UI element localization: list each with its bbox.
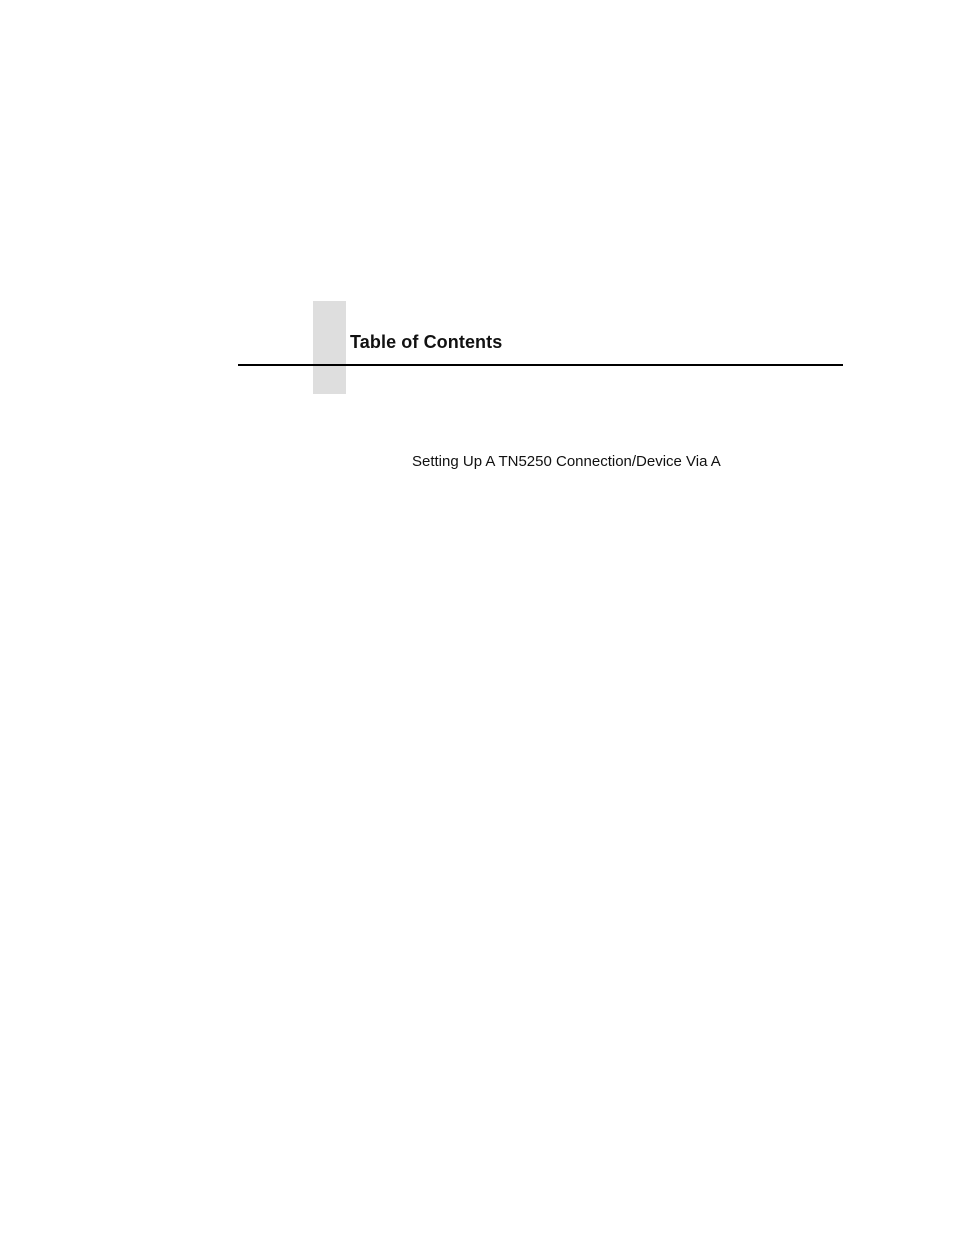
page-title: Table of Contents [350, 332, 503, 352]
toc-entry[interactable] [412, 452, 721, 472]
header-divider [238, 364, 843, 366]
header-tab-block [313, 301, 346, 394]
toc-entry-title: Setting Up A TN5250 Connection/Device Via A [412, 453, 721, 470]
